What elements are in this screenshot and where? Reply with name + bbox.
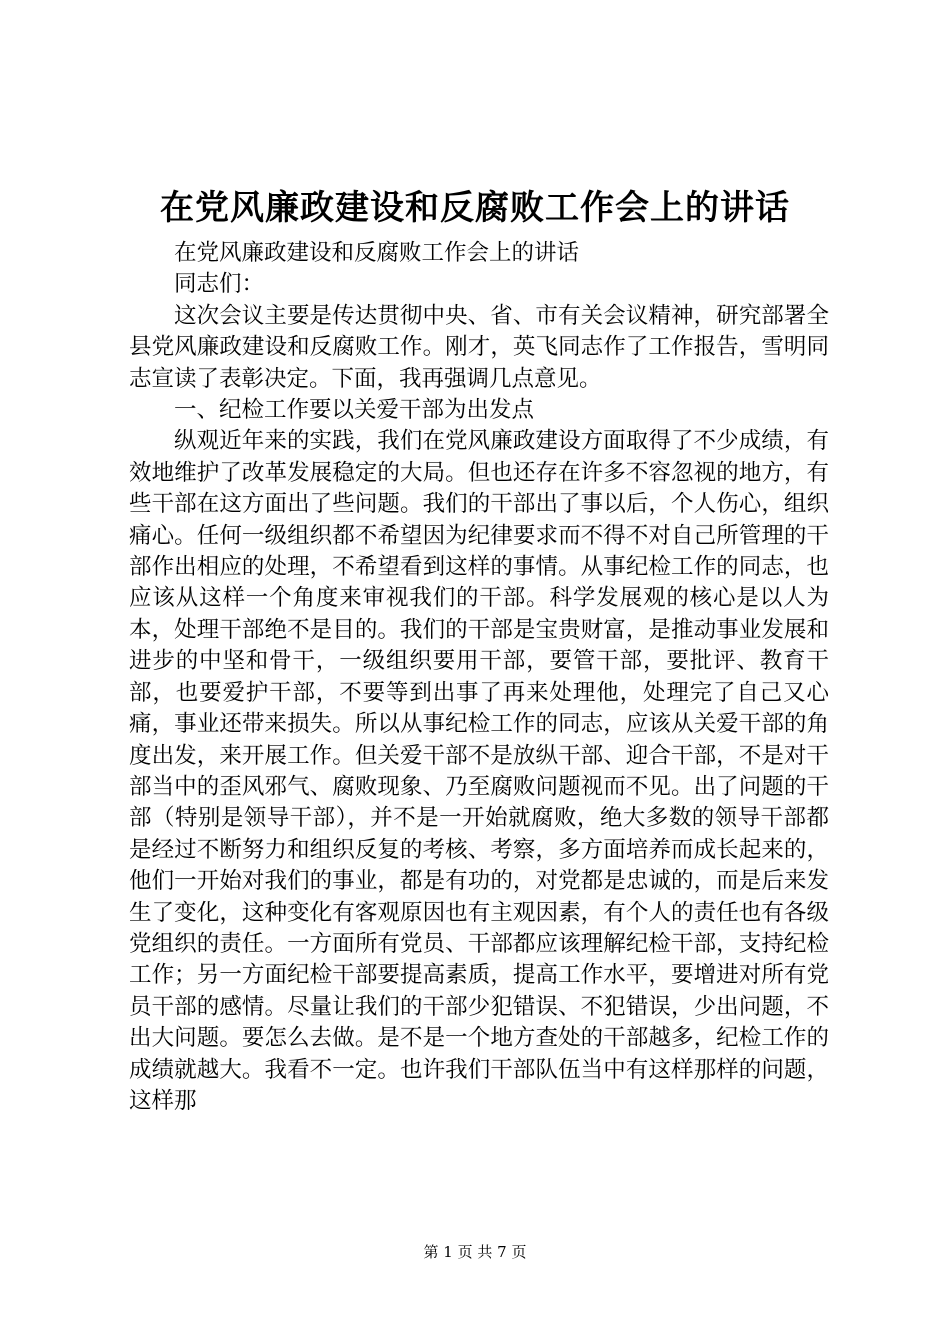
document-body	[129, 238, 829, 1117]
body-paragraph: 纵观近年来的实践，我们在党风廉政建设方面取得了不少成绩，有效地维护了改革发展稳定的大局。但也还存在许多不容忽视的地方，有些干部在这方面出了些问题。我们的干部出了事以后，个人伤心，组织痛心。任何一级组织都不希望因为纪律要求而不得不对自己所管理的干部作出相应的处理，不希望看到这样的事情。从事纪检工作的同志，也应该从这样一个角度来审视我们的干部。科学发展观的核心是以人为本，处理干部绝不是目的。我们的干部是宝贵财富，是推动事业发展和进步的中坚和骨干，一级组织要用干部，要管干部，要批评、教育干部，也要爱护干部，不要等到出事了再来处理他，处理完了自己又心痛，事业还带来损失。所以从事纪检工作的同志，应该从关爱干部的角度出发，来开展工作。但关爱干部不是放纵干部、迎合干部，不是对干部当中的歪风邪气、腐败现象、乃至腐败问题视而不见。出了问题的干部（特别是领导干部），并不是一开始就腐败，绝大多数的领导干部都是经过不断努力和组织反复的考核、考察，多方面培养而成长起来的，他们一开始对我们的事业，都是有功的，对党都是忠诚的，而是后来发生了变化，这种变化有客观原因也有主观因素，有个人的责任也有各级党组织的责任。一方面所有党员、干部都应该理解纪检干部，支持纪检工作；另一方面纪检干部要提高素质，提高工作水平，要增进对所有党员干部的感情。尽量让我们的干部少犯错误、不犯错误，少出问题，不出大问题。要怎么去做。是不是一个地方查处的干部越多，纪检工作的成绩就越大。我看不一定。也许我们干部队伍当中有这样那样的问题，这样那	[129, 428, 829, 1114]
subtitle-paragraph: 在党风廉政建设和反腐败工作会上的讲话	[174, 240, 580, 266]
page-title: 在党风廉政建设和反腐败工作会上的讲话	[160, 188, 790, 228]
section-heading: 一、纪检工作要以关爱干部为出发点	[174, 397, 535, 424]
intro-paragraph: 这次会议主要是传达贯彻中央、省、市有关会议精神，研究部署全县党风廉政建设和反腐败工作。刚才，英飞同志作了工作报告，雪明同志宣读了表彰决定。下面，我再强调几点意见。	[129, 302, 829, 392]
salutation-paragraph: 同志们：	[174, 271, 265, 298]
page-number-footer: 第 1 页 共 7 页	[423, 1243, 527, 1261]
